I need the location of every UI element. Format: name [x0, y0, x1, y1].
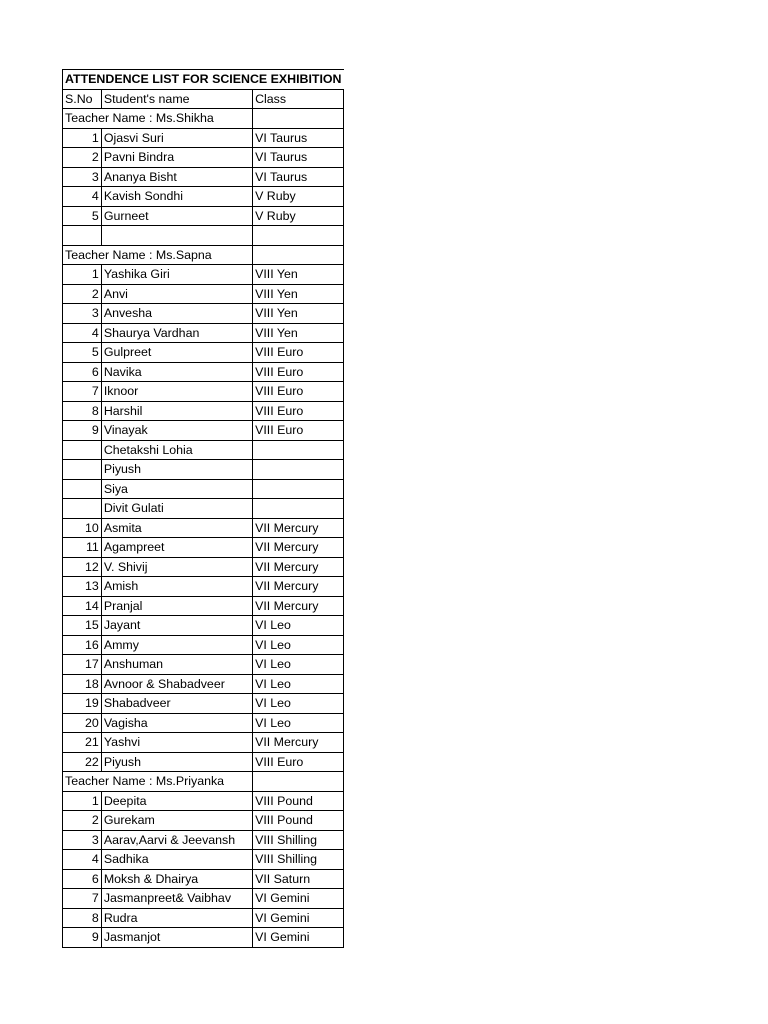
student-row: [63, 362, 344, 382]
serial-number: 16: [63, 635, 102, 655]
student-name: Jayant: [101, 616, 252, 636]
student-class: VIII Euro: [253, 752, 344, 772]
student-class: VIII Yen: [253, 323, 344, 343]
student-name: Jasmanpreet& Vaibhav: [101, 889, 252, 909]
student-name: Vinayak: [101, 421, 252, 441]
student-class: VII Mercury: [253, 538, 344, 558]
student-row: [63, 850, 344, 870]
student-class: VIII Euro: [253, 382, 344, 402]
header-student-name: Student's name: [101, 89, 252, 109]
student-class: VIII Shilling: [253, 830, 344, 850]
teacher-name: Teacher Name : Ms.Priyanka: [63, 772, 253, 792]
student-name: Gulpreet: [101, 343, 252, 363]
student-row: [63, 518, 344, 538]
student-class: VI Leo: [253, 674, 344, 694]
student-class: VII Mercury: [253, 577, 344, 597]
student-name: Rudra: [101, 908, 252, 928]
serial-number: 12: [63, 557, 102, 577]
student-row: [63, 128, 344, 148]
student-row: [63, 791, 344, 811]
header-row: [63, 89, 344, 109]
student-name: Aarav,Aarvi & Jeevansh: [101, 830, 252, 850]
student-row: [63, 928, 344, 948]
serial-number: 8: [63, 401, 102, 421]
student-name: Amish: [101, 577, 252, 597]
student-name: Sadhika: [101, 850, 252, 870]
serial-number: 11: [63, 538, 102, 558]
serial-number: 7: [63, 382, 102, 402]
student-name: Gurekam: [101, 811, 252, 831]
student-name: Deepita: [101, 791, 252, 811]
student-name: Ammy: [101, 635, 252, 655]
student-name: Agampreet: [101, 538, 252, 558]
student-class: [253, 479, 344, 499]
student-class: V Ruby: [253, 206, 344, 226]
student-name: Yashika Giri: [101, 265, 252, 285]
student-class: VI Leo: [253, 694, 344, 714]
blank-row: [63, 226, 344, 246]
student-class: VI Leo: [253, 655, 344, 675]
student-name: Piyush: [101, 460, 252, 480]
serial-number: 4: [63, 187, 102, 207]
student-class: VI Taurus: [253, 167, 344, 187]
student-class: VII Mercury: [253, 733, 344, 753]
student-row: [63, 889, 344, 909]
serial-number: 5: [63, 206, 102, 226]
student-row: [63, 596, 344, 616]
student-row: [63, 343, 344, 363]
teacher-row-class-cell: [253, 109, 344, 129]
student-row: [63, 752, 344, 772]
serial-number: 14: [63, 596, 102, 616]
student-class: VI Taurus: [253, 148, 344, 168]
student-name: Vagisha: [101, 713, 252, 733]
student-row: [63, 460, 344, 480]
student-row: [63, 421, 344, 441]
serial-number: 9: [63, 421, 102, 441]
student-name: Shaurya Vardhan: [101, 323, 252, 343]
student-class: VI Leo: [253, 616, 344, 636]
serial-number: 19: [63, 694, 102, 714]
student-row: [63, 635, 344, 655]
student-row: [63, 830, 344, 850]
student-class: [253, 440, 344, 460]
serial-number: 20: [63, 713, 102, 733]
student-name: V. Shivij: [101, 557, 252, 577]
student-class: [253, 226, 344, 246]
student-name: [101, 226, 252, 246]
student-row: [63, 304, 344, 324]
serial-number: 1: [63, 265, 102, 285]
student-class: VIII Euro: [253, 343, 344, 363]
student-name: Chetakshi Lohia: [101, 440, 252, 460]
student-class: V Ruby: [253, 187, 344, 207]
student-name: Divit Gulati: [101, 499, 252, 519]
student-class: VIII Euro: [253, 362, 344, 382]
serial-number: 15: [63, 616, 102, 636]
serial-number: [63, 499, 102, 519]
student-class: VIII Euro: [253, 401, 344, 421]
student-row: [63, 811, 344, 831]
student-row: [63, 382, 344, 402]
student-name: Iknoor: [101, 382, 252, 402]
serial-number: [63, 440, 102, 460]
student-class: VI Gemini: [253, 928, 344, 948]
student-row: [63, 499, 344, 519]
student-name: Anshuman: [101, 655, 252, 675]
serial-number: 6: [63, 362, 102, 382]
student-row: [63, 167, 344, 187]
student-name: Pranjal: [101, 596, 252, 616]
teacher-name: Teacher Name : Ms.Sapna: [63, 245, 253, 265]
student-row: [63, 694, 344, 714]
serial-number: 4: [63, 323, 102, 343]
student-class: VI Gemini: [253, 908, 344, 928]
title-row: [63, 70, 344, 90]
student-row: [63, 908, 344, 928]
student-class: VII Saturn: [253, 869, 344, 889]
student-row: [63, 713, 344, 733]
student-class: VIII Yen: [253, 284, 344, 304]
student-class: VI Gemini: [253, 889, 344, 909]
student-name: Jasmanjot: [101, 928, 252, 948]
student-row: [63, 187, 344, 207]
serial-number: 17: [63, 655, 102, 675]
student-row: [63, 733, 344, 753]
student-class: VI Taurus: [253, 128, 344, 148]
teacher-row: [63, 245, 344, 265]
serial-number: 2: [63, 811, 102, 831]
sheet-title: ATTENDENCE LIST FOR SCIENCE EXHIBITION: [63, 70, 344, 90]
serial-number: 6: [63, 869, 102, 889]
serial-number: 8: [63, 908, 102, 928]
serial-number: 10: [63, 518, 102, 538]
serial-number: 7: [63, 889, 102, 909]
student-name: Gurneet: [101, 206, 252, 226]
student-row: [63, 674, 344, 694]
serial-number: 1: [63, 128, 102, 148]
teacher-row-class-cell: [253, 772, 344, 792]
student-row: [63, 655, 344, 675]
student-class: VII Mercury: [253, 557, 344, 577]
serial-number: 22: [63, 752, 102, 772]
serial-number: 1: [63, 791, 102, 811]
student-class: VII Mercury: [253, 518, 344, 538]
student-row: [63, 869, 344, 889]
header-class: Class: [253, 89, 344, 109]
serial-number: 3: [63, 830, 102, 850]
student-class: VI Leo: [253, 713, 344, 733]
serial-number: 9: [63, 928, 102, 948]
serial-number: 21: [63, 733, 102, 753]
student-row: [63, 265, 344, 285]
attendance-table: [62, 69, 344, 948]
student-name: Ojasvi Suri: [101, 128, 252, 148]
header-sno: S.No: [63, 89, 102, 109]
student-row: [63, 557, 344, 577]
serial-number: 2: [63, 284, 102, 304]
serial-number: 3: [63, 167, 102, 187]
student-name: Kavish Sondhi: [101, 187, 252, 207]
serial-number: 2: [63, 148, 102, 168]
student-row: [63, 440, 344, 460]
student-name: Ananya Bisht: [101, 167, 252, 187]
student-row: [63, 616, 344, 636]
serial-number: 13: [63, 577, 102, 597]
serial-number: [63, 226, 102, 246]
student-name: Shabadveer: [101, 694, 252, 714]
student-class: VIII Pound: [253, 791, 344, 811]
student-row: [63, 284, 344, 304]
student-name: Siya: [101, 479, 252, 499]
student-class: VIII Shilling: [253, 850, 344, 870]
student-name: Pavni Bindra: [101, 148, 252, 168]
teacher-row-class-cell: [253, 245, 344, 265]
student-class: [253, 499, 344, 519]
student-row: [63, 401, 344, 421]
student-name: Anvi: [101, 284, 252, 304]
student-class: VI Leo: [253, 635, 344, 655]
student-class: [253, 460, 344, 480]
student-class: VIII Yen: [253, 304, 344, 324]
serial-number: 5: [63, 343, 102, 363]
student-row: [63, 206, 344, 226]
serial-number: 4: [63, 850, 102, 870]
teacher-name: Teacher Name : Ms.Shikha: [63, 109, 253, 129]
serial-number: [63, 479, 102, 499]
student-name: Moksh & Dhairya: [101, 869, 252, 889]
student-name: Anvesha: [101, 304, 252, 324]
student-row: [63, 148, 344, 168]
student-class: VIII Yen: [253, 265, 344, 285]
student-row: [63, 479, 344, 499]
student-name: Avnoor & Shabadveer: [101, 674, 252, 694]
student-name: Piyush: [101, 752, 252, 772]
student-name: Harshil: [101, 401, 252, 421]
student-class: VIII Pound: [253, 811, 344, 831]
student-name: Asmita: [101, 518, 252, 538]
student-class: VII Mercury: [253, 596, 344, 616]
student-class: VIII Euro: [253, 421, 344, 441]
student-row: [63, 323, 344, 343]
student-row: [63, 538, 344, 558]
serial-number: [63, 460, 102, 480]
teacher-row: [63, 109, 344, 129]
serial-number: 18: [63, 674, 102, 694]
teacher-row: [63, 772, 344, 792]
student-name: Navika: [101, 362, 252, 382]
serial-number: 3: [63, 304, 102, 324]
student-row: [63, 577, 344, 597]
student-name: Yashvi: [101, 733, 252, 753]
